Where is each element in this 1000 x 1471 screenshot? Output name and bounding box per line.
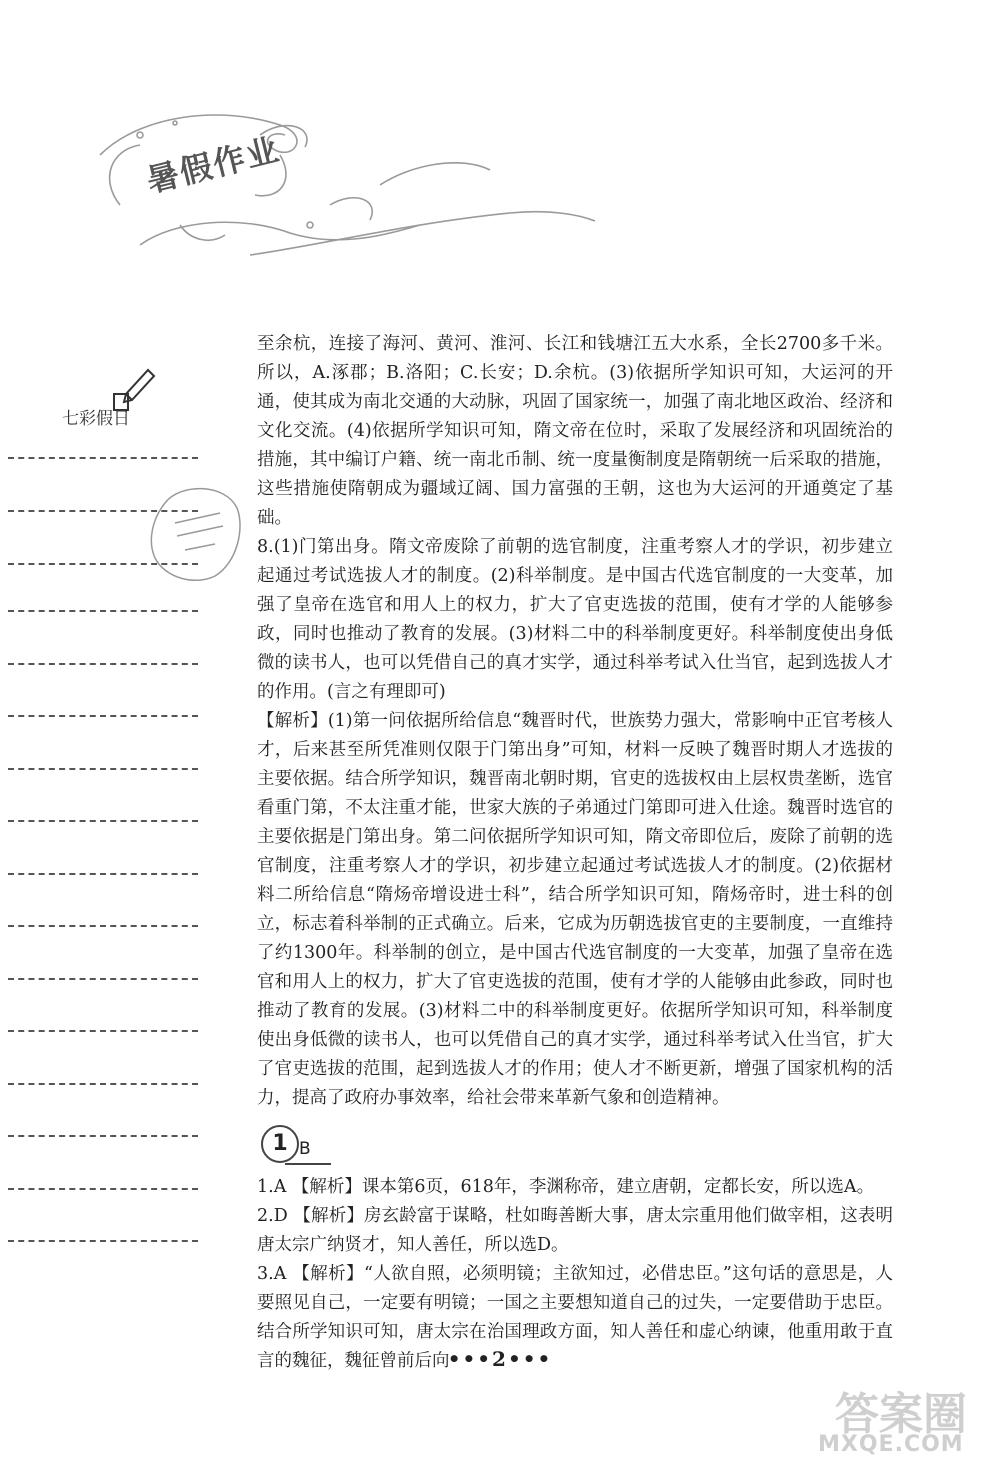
sidebar-stamp-graphic [145,478,245,588]
note-line [8,978,198,980]
section-letter: B [299,1139,311,1159]
note-line [8,1188,198,1190]
note-line [8,1030,198,1032]
section-badge [257,1125,893,1169]
note-line [8,663,198,665]
note-line [8,1240,198,1242]
answer-paragraph: 8.(1)门第出身。隋文帝废除了前朝的选官制度，注重考察人才的学识，初步建立起通过考试选拔人才的制度。(2)科举制度。是中国古代选官制度的一大变革，加强了皇帝在选官和用人上的权力，扩大了官吏选拔的范围，使有才学的人能够参政，同时也推动了教育的发展。(3)材料二中的科举制度更好。科举制度使出身低微的读书人，也可以凭借自己的真才实学，通过科举考试入仕当官，起到选拔人才的作用。(言之有理即可) [257,537,893,702]
note-line [8,1135,198,1137]
note-line [8,457,198,459]
answer-item: 2.D 【解析】房玄龄富于谋略，杜如晦善断大事，唐太宗重用他们做宰相，这表明唐太宗广纳贤才，知人善任，所以选D。 [257,1206,893,1255]
section-number: 1 [261,1125,299,1163]
note-line [8,925,198,927]
note-line [8,1083,198,1085]
header-title: 暑假作业 [142,130,285,200]
answer-item: 1.A 【解析】课本第6页，618年，李渊称帝，建立唐朝，定都长安，所以选A。 [257,1177,875,1197]
watermark-url: MXQE.COM [818,1432,964,1457]
note-line [8,610,198,612]
answer-paragraph: 至余杭，连接了海河、黄河、淮河、长江和钱塘江五大水系，全长2700多千米。所以，A.涿郡；B.洛阳；C.长安；D.余杭。(3)依据所学知识可知，大运河的开通，使其成为南北交通的大动脉，巩固了国家统一，加强了南北地区政治、经济和文化交流。(4)依据所学知识可知，隋文帝在位时，采取了发展经济和巩固统治的措施，其中编订户籍、统一南北币制、统一度量衡制度是隋朝统一后采取的措施，这些措施使隋朝成为疆域辽阔、国力富强的王朝，这也为大运河的开通奠定了基础。 [257,334,893,528]
note-line [8,768,198,770]
sidebar-label: 七彩假日 [62,409,130,429]
note-line [8,715,198,717]
page-number: •••2••• [447,1347,553,1371]
note-line [8,873,198,875]
answer-item: 3.A 【解析】“人欲自照，必须明镜；主欲知过，必借忠臣。”这句话的意思是，人要照见自己，一定要有明镜；一国之主要想知道自己的过失，一定要借助于忠臣。结合所学知识可知，唐太宗在治国理政方面，知人善任和虚心纳谏，他重用敢于直言的魏征，魏征曾前后向 [257,1264,893,1371]
section-underline [285,1163,331,1165]
answer-content [257,330,893,1376]
watermark-logo: 答案圈 [835,1389,967,1440]
analysis-paragraph: 【解析】(1)第一问依据所给信息“魏晋时代，世族势力强大，常影响中正官考核人才，后来甚至所凭准则仅限于门第出身”可知，材料一反映了魏晋时期人才选拔的主要依据。结合所学知识，魏晋南北朝时期，官吏的选拔权由上层权贵垄断，选官看重门第，不太注重才能，世家大族的子弟通过门第即可进入仕途。魏晋时选官的主要依据是门第出身。第二问依据所学知识可知，隋文帝即位后，废除了前朝的选官制度，注重考察人才的学识，初步建立起通过考试选拔人才的制度。(2)依据材料二所给信息“隋炀帝增设进士科”，结合所学知识可知，隋炀帝时，进士科的创立，标志着科举制的正式确立。后来，它成为历朝选拔官吏的主要制度，一直维持了约1300年。科举制的创立，是中国古代选官制度的一大变革，加强了皇帝在选官和用人上的权力，扩大了官吏选拔的范围，使有才学的人能够由此参政，同时也推动了教育的发展。(3)材料二中的科举制度更好。依据所学知识可知，科举制度使出身低微的读书人，也可以凭借自己的真才实学，通过科举考试入仕当官，扩大了官吏选拔的范围，起到选拔人才的作用；使人才不断更新，增强了国家机构的活力，提高了政府办事效率，给社会带来革新气象和创造精神。 [257,711,893,1108]
note-line [8,820,198,822]
